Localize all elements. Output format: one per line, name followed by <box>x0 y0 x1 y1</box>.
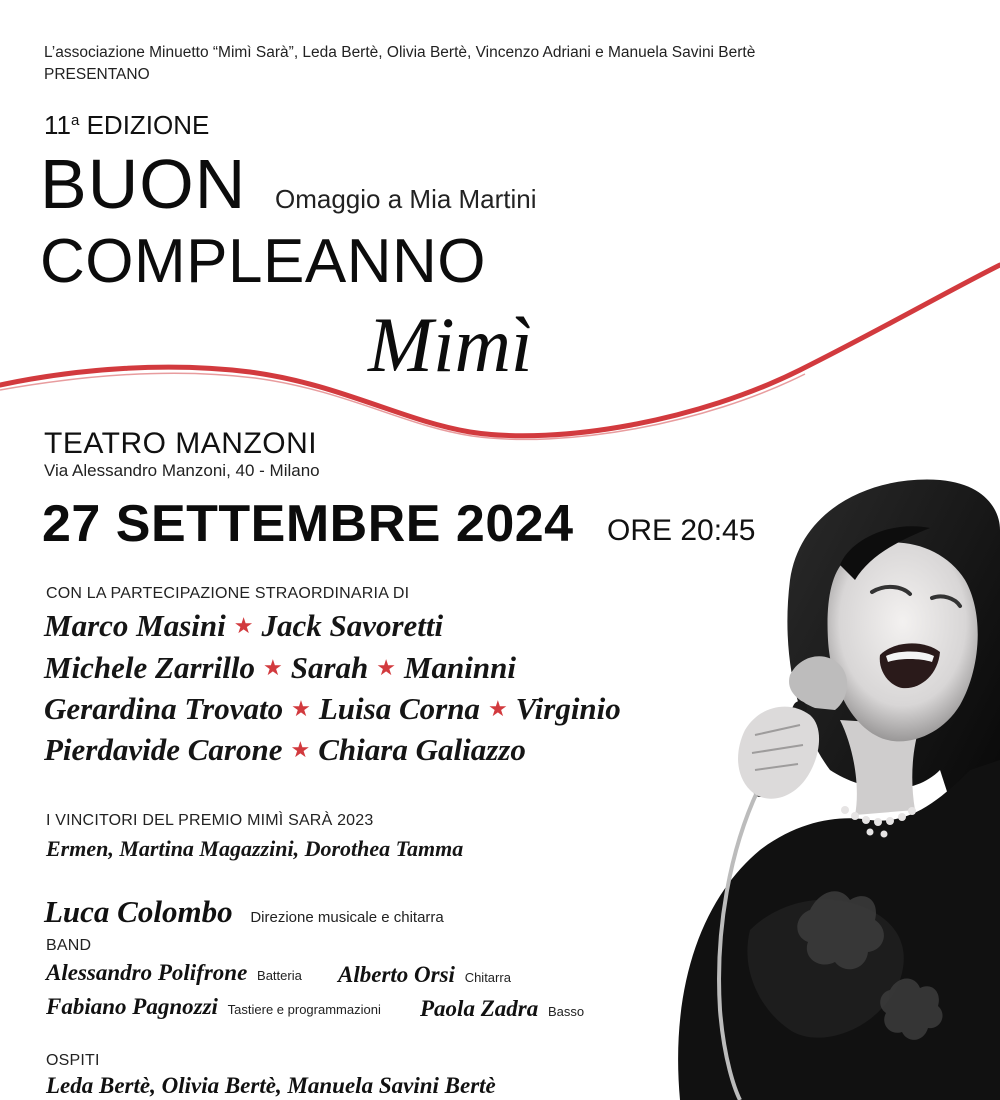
title-name: Mimì <box>368 301 533 388</box>
artists-row-2 <box>44 650 516 686</box>
guests-label: OSPITI <box>46 1052 100 1069</box>
venue-address: Via Alessandro Manzoni, 40 - Milano <box>44 461 320 480</box>
music-director <box>44 894 444 930</box>
band-member-role: Tastiere e programmazioni <box>227 1002 381 1017</box>
singer-photo <box>640 470 1000 1100</box>
music-director-name: Luca Colombo <box>44 894 233 929</box>
presenters-text: L’associazione Minuetto “Mimì Sarà”, Leda Bertè, Olivia Bertè, Vincenzo Adriani e Manuela Savini Bertè <box>44 44 756 61</box>
title-line-2: COMPLEANNO <box>40 227 486 296</box>
edition-label <box>44 110 209 141</box>
event-date: 27 SETTEMBRE 2024 <box>42 495 574 553</box>
star-separator-icon: ★ <box>376 656 396 681</box>
band-member-role: Batteria <box>257 968 302 983</box>
winners-names: Ermen, Martina Magazzini, Dorothea Tamma <box>46 836 464 861</box>
artist-name: Luisa Corna <box>318 691 480 726</box>
venue-name: TEATRO MANZONI <box>44 427 318 460</box>
artist-name: Sarah <box>290 650 369 685</box>
event-time: ORE 20:45 <box>607 514 756 547</box>
band-member-role: Chitarra <box>464 970 511 985</box>
presentano-text: PRESENTANO <box>44 66 150 83</box>
artist-name: Marco Masini <box>44 608 226 643</box>
star-separator-icon: ★ <box>290 738 311 763</box>
band-member-name: Fabiano Pagnozzi <box>46 994 218 1019</box>
band-label: BAND <box>46 937 92 954</box>
artists-row-3 <box>44 691 621 727</box>
winners-label: I VINCITORI DEL PREMIO MIMÌ SARÀ 2023 <box>46 812 374 829</box>
presenters-block <box>44 42 755 86</box>
band-member-name: Alberto Orsi <box>338 962 455 987</box>
artist-name: Maninni <box>403 650 516 685</box>
band-member <box>46 994 381 1020</box>
star-separator-icon: ★ <box>262 656 283 681</box>
edition-word: EDIZIONE <box>86 110 210 140</box>
band-member-name: Paola Zadra <box>420 996 539 1021</box>
participation-label: CON LA PARTECIPAZIONE STRAORDINARIA DI <box>46 585 410 602</box>
edition-sup: a <box>71 112 80 129</box>
title-subtitle: Omaggio a Mia Martini <box>275 184 537 214</box>
guests-names: Leda Bertè, Olivia Bertè, Manuela Savini Bertè <box>46 1073 496 1098</box>
artist-name: Jack Savoretti <box>261 608 444 643</box>
artists-row-1 <box>44 608 443 644</box>
artist-name: Chiara Galiazzo <box>318 732 526 767</box>
band-member <box>338 962 511 988</box>
star-separator-icon: ★ <box>291 697 311 722</box>
artist-name: Virginio <box>515 691 621 726</box>
star-separator-icon: ★ <box>233 614 254 639</box>
band-member-role: Basso <box>547 1004 585 1019</box>
band-member <box>46 960 302 986</box>
title-line-1: BUON <box>40 145 247 223</box>
artist-name: Pierdavide Carone <box>44 732 283 767</box>
artist-name: Michele Zarrillo <box>44 650 255 685</box>
band-member <box>420 996 584 1022</box>
artists-row-4 <box>44 732 526 768</box>
artist-name: Gerardina Trovato <box>44 691 284 726</box>
edition-number: 11 <box>44 110 71 140</box>
band-member-name: Alessandro Polifrone <box>46 960 248 985</box>
star-separator-icon: ★ <box>487 697 508 722</box>
music-director-role: Direzione musicale e chitarra <box>250 909 444 926</box>
